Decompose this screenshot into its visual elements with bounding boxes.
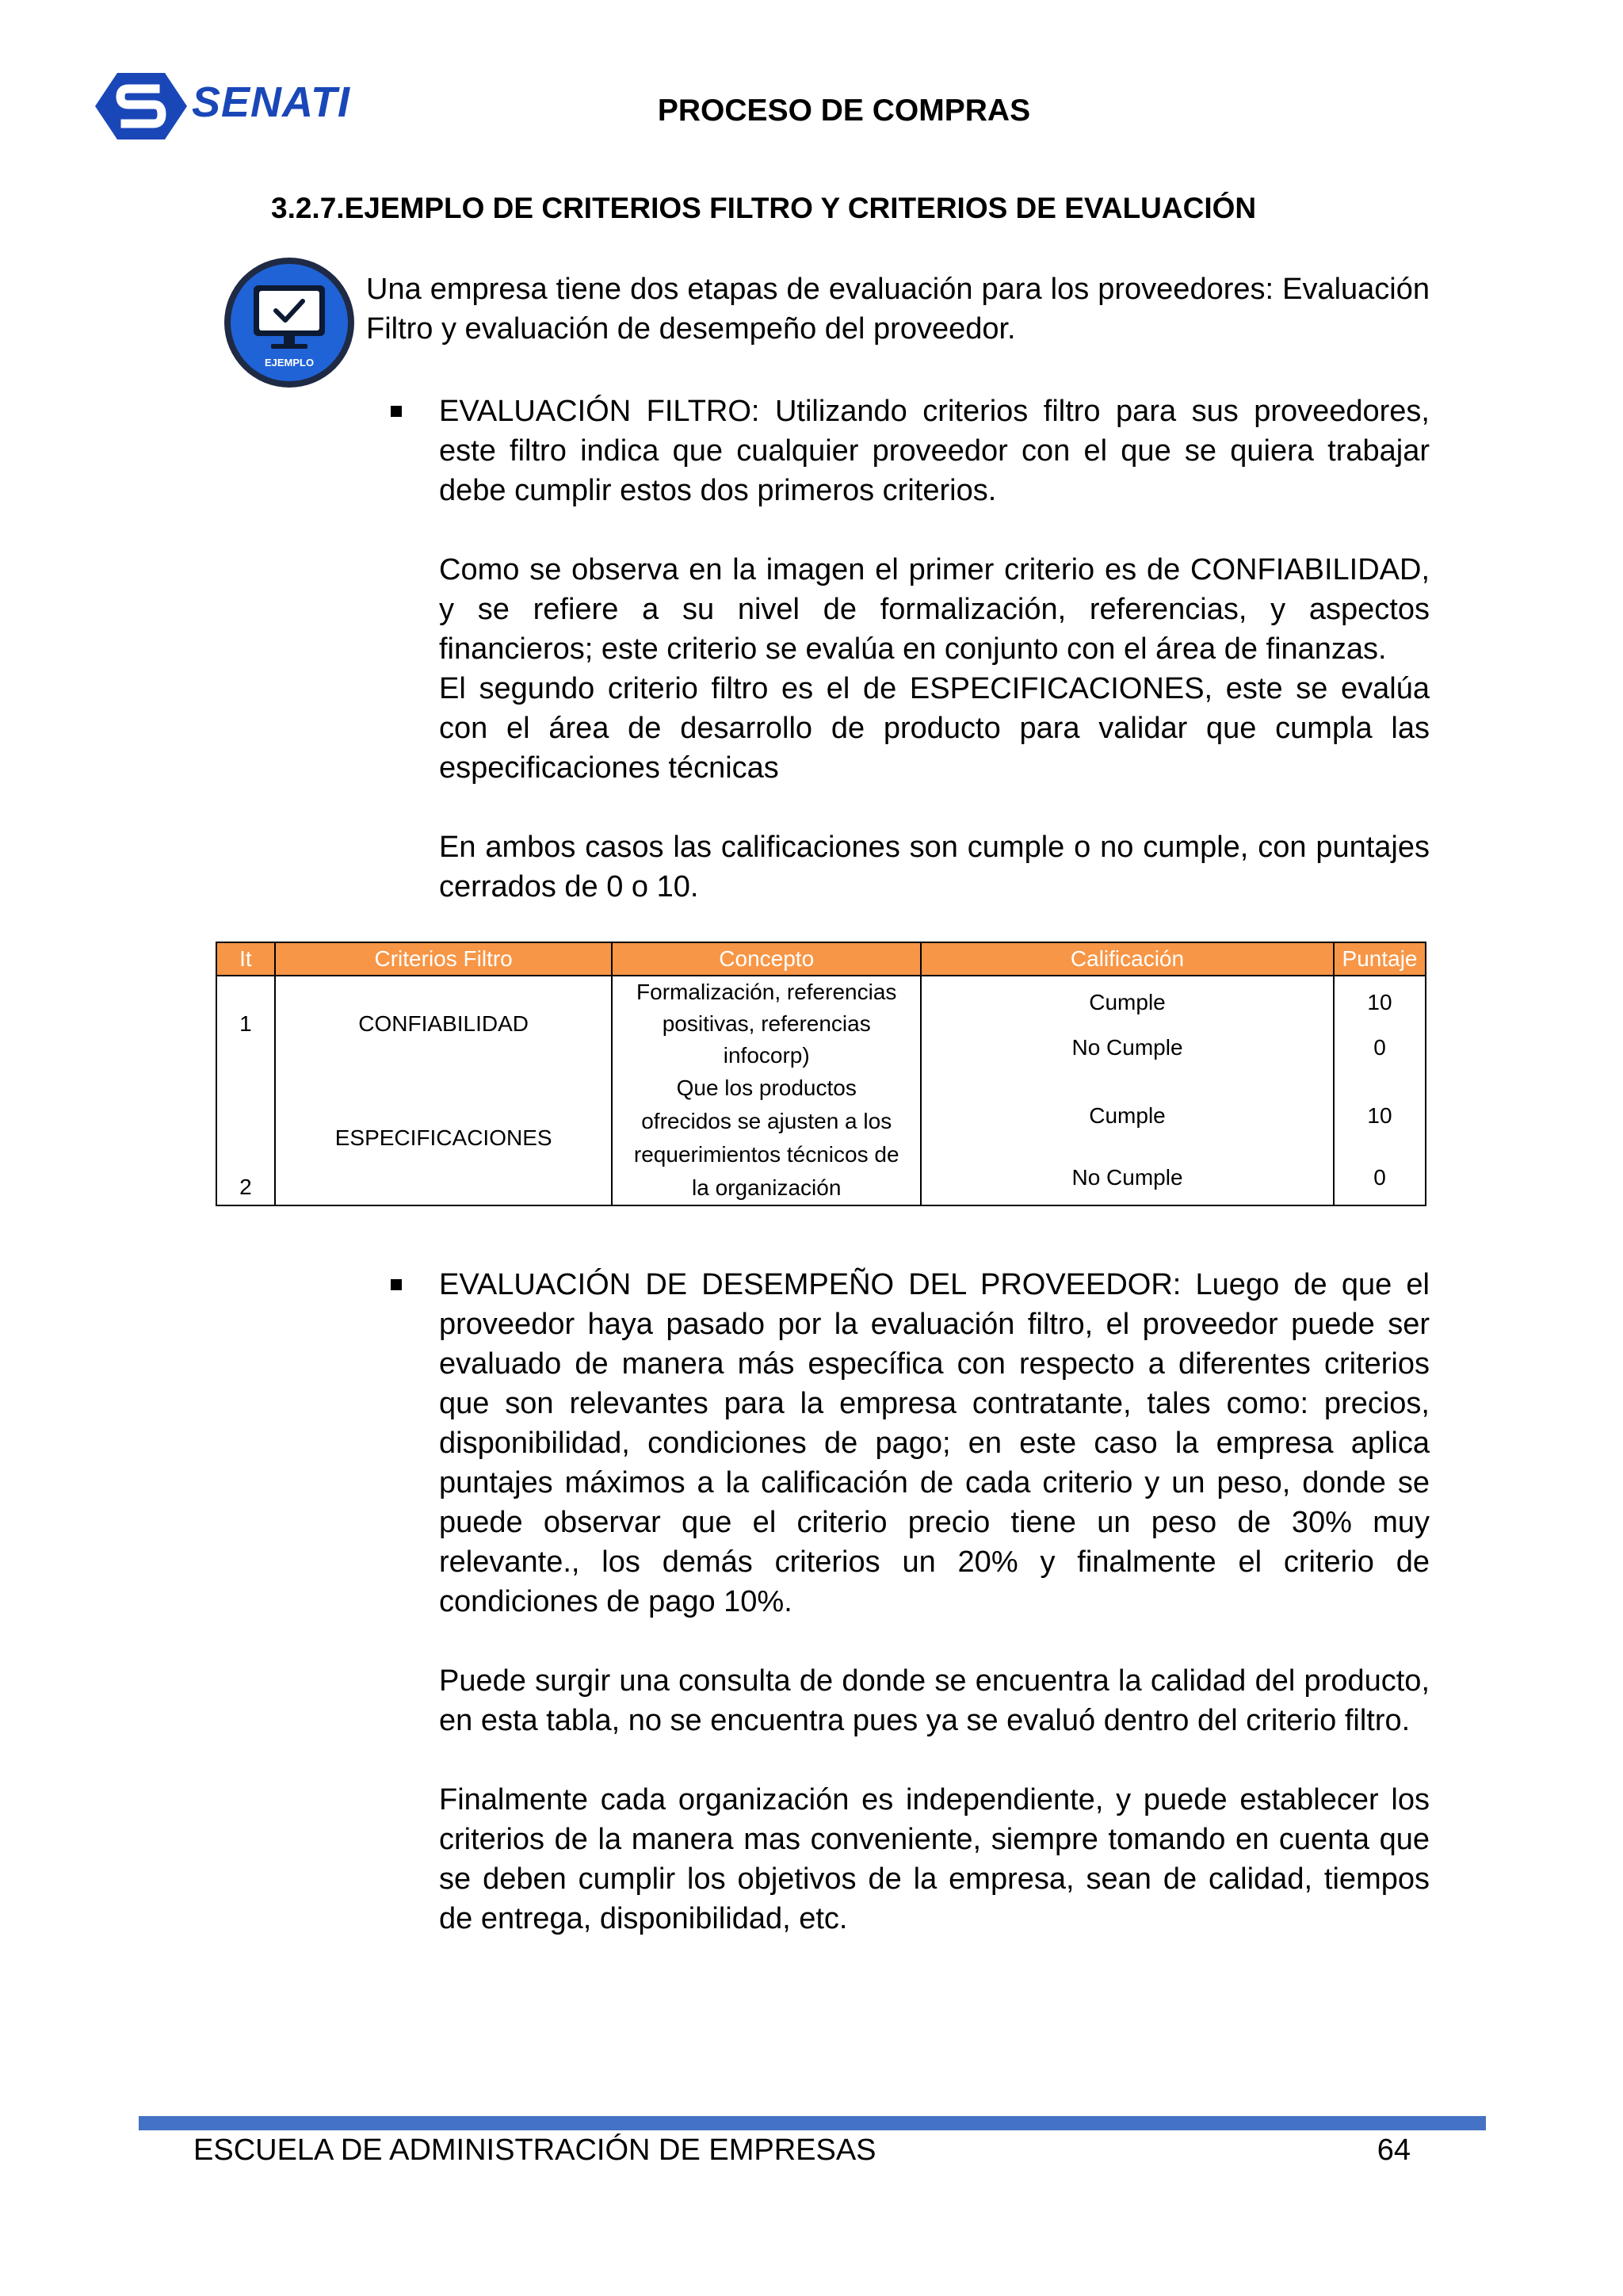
table-cell-criterio: CONFIABILIDAD <box>275 976 613 1072</box>
puntaje-value: 0 <box>1373 1035 1386 1060</box>
reliability-paragraph: Como se observa en la imagen el primer criterio es de CONFIABILIDAD, y se refiere a su nivel de formalización, referencias, y aspectos financieros; este criterio se evalúa en conjunto con el área de finanzas. <box>439 553 1430 666</box>
table-cell-puntaje <box>1334 976 1426 1072</box>
column-header: Calificación <box>921 942 1334 976</box>
logo-text: SENATI <box>192 78 351 126</box>
table-cell-it: 2 <box>216 1072 275 1205</box>
footer-school: ESCUELA DE ADMINISTRACIÓN DE EMPRESAS <box>193 2134 876 2167</box>
table-header-row <box>216 942 1426 976</box>
quality-paragraph: Puede surgir una consulta de donde se encuentra la calidad del producto, en esta tabla, no se encuentra pues ya se evaluó dentro del criterio filtro. <box>439 1664 1430 1737</box>
scoring-paragraph: En ambos casos las calificaciones son cumple o no cumple, con puntajes cerrados de 0 o 10. <box>439 831 1430 904</box>
table-row <box>216 976 1426 1072</box>
example-icon <box>222 255 357 390</box>
table-cell-puntaje <box>1334 1072 1426 1205</box>
bullet-square-icon <box>391 406 402 417</box>
puntaje-value: 10 <box>1367 1103 1392 1128</box>
specifications-paragraph: El segundo criterio filtro es el de ESPECIFICACIONES, este se evalúa con el área de desarrollo de producto para validar que cumpla las especificaciones técnicas <box>439 672 1430 785</box>
intro-paragraph: Una empresa tiene dos etapas de evaluación para los proveedores: Evaluación Filtro y evaluación de desempeño del proveedor. <box>366 273 1430 346</box>
table-cell-calificacion <box>921 1072 1334 1205</box>
bullet-square-icon <box>391 1279 402 1290</box>
table-cell-concepto: Que los productos ofrecidos se ajusten a los requerimientos técnicos de la organización <box>612 1072 921 1205</box>
table-cell-it: 1 <box>216 976 275 1072</box>
closing-paragraph: Finalmente cada organización es independiente, y puede establecer los criterios de la manera mas conveniente, siempre tomando en cuenta que se deben cumplir los objetivos de la empresa, sean de calidad, tiempos de entrega, disponibilidad, etc. <box>439 1783 1430 1935</box>
calificacion-value: Cumple <box>1089 1103 1166 1128</box>
calificacion-value: Cumple <box>1089 990 1166 1014</box>
puntaje-value: 0 <box>1373 1165 1386 1190</box>
filter-evaluation-paragraph: EVALUACIÓN FILTRO: Utilizando criterios filtro para sus proveedores, este filtro indica que cualquier proveedor con el que se quiera trabajar debe cumplir estos dos primeros criterios. <box>439 395 1430 507</box>
table-row <box>216 1072 1426 1205</box>
senati-logo-icon <box>94 70 189 143</box>
performance-evaluation-paragraph: EVALUACIÓN DE DESEMPEÑO DEL PROVEEDOR: Luego de que el proveedor haya pasado por la evaluación filtro, el proveedor puede ser evaluado de manera más específica con respecto a diferentes criterios que son relevantes para la empresa contratante, tales como: precios, disponibilidad, condiciones de pago; en este caso la empresa aplica puntajes máximos a la calificación de cada criterio y un peso, donde se puede observar que el criterio precio tiene un peso de 30% muy relevante., los demás criterios un 20% y finalmente el criterio de condiciones de pago 10%. <box>439 1268 1430 1618</box>
calificacion-value: No Cumple <box>1071 1165 1183 1190</box>
table-cell-calificacion <box>921 976 1334 1072</box>
footer-divider <box>139 2116 1486 2130</box>
section-title: 3.2.7.EJEMPLO DE CRITERIOS FILTRO Y CRITERIOS DE EVALUACIÓN <box>271 192 1257 224</box>
page-number: 64 <box>1377 2134 1411 2167</box>
calificacion-value: No Cumple <box>1071 1035 1183 1060</box>
example-icon-label: EJEMPLO <box>264 357 315 369</box>
column-header: Concepto <box>612 942 921 976</box>
column-header: Puntaje <box>1334 942 1426 976</box>
table-cell-criterio: ESPECIFICACIONES <box>275 1072 613 1205</box>
column-header: Criterios Filtro <box>275 942 613 976</box>
senati-logo <box>94 70 371 143</box>
table-cell-concepto: Formalización, referencias positivas, referencias infocorp) <box>612 976 921 1072</box>
column-header: It <box>216 942 275 976</box>
filter-criteria-table <box>216 942 1426 1206</box>
page-header-title: PROCESO DE COMPRAS <box>657 94 1031 128</box>
puntaje-value: 10 <box>1367 990 1392 1014</box>
